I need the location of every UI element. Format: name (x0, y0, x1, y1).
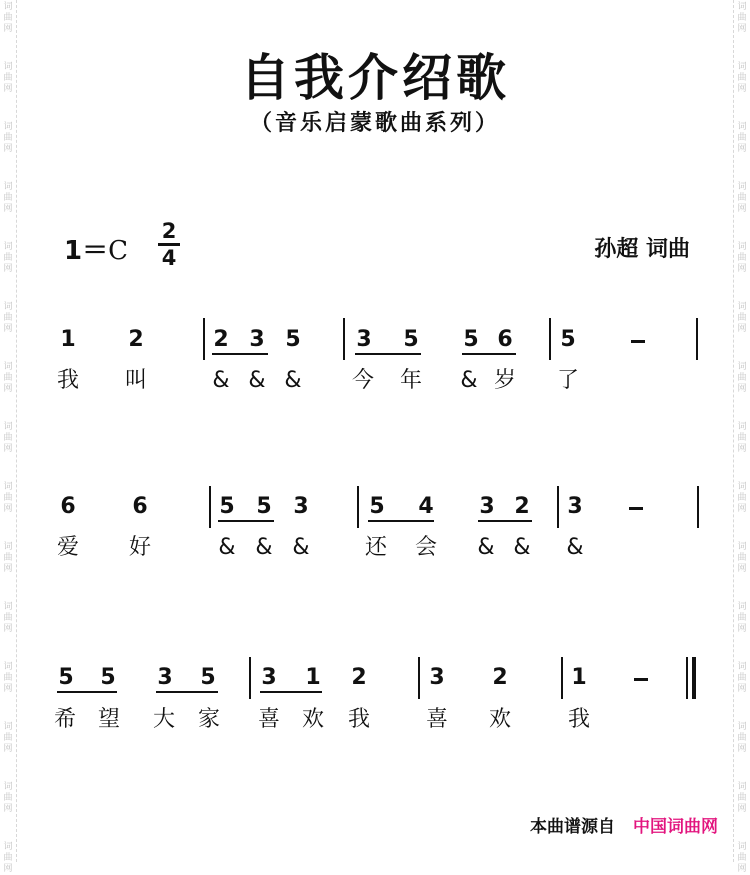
lyric: 了 (556, 368, 579, 393)
note: 3 (293, 494, 309, 519)
song-title: 自我介绍歌 (240, 49, 510, 107)
watermark-text: 词 曲 网 (737, 2, 747, 34)
lyric: & (212, 368, 230, 393)
note: 2 (514, 494, 530, 519)
lyric: 今 (351, 368, 374, 393)
watermark-text: 词 曲 网 (3, 2, 13, 34)
eighth-underline (218, 520, 274, 522)
lyric: & (284, 368, 302, 393)
lyric: 年 (399, 368, 422, 393)
note: 4 (418, 494, 434, 519)
watermark-text: 词 曲 网 (737, 62, 747, 94)
note: 5 (369, 494, 385, 519)
barline (697, 486, 699, 528)
site-name-link[interactable]: 中国词曲网 (633, 817, 718, 837)
note: 3 (249, 327, 265, 352)
lyric: & (566, 535, 584, 560)
lyric: 我 (347, 707, 370, 732)
lyric: 喜 (257, 707, 280, 732)
watermark-text: 词 曲 网 (737, 302, 747, 334)
watermark-text: 词 曲 网 (737, 662, 747, 694)
watermark-text: 词 曲 网 (3, 842, 13, 874)
watermark-text: 词 曲 网 (3, 242, 13, 274)
lyric: & (460, 368, 478, 393)
time-signature (158, 220, 180, 269)
lyric: 还 (364, 535, 387, 560)
note: 3 (479, 494, 495, 519)
barline (549, 318, 551, 360)
composer-credit: 孙超 词曲 (594, 237, 690, 262)
barline (561, 657, 563, 699)
lyric: & (218, 535, 236, 560)
note: 2 (492, 665, 508, 690)
watermark-text: 词 曲 网 (3, 782, 13, 814)
watermark-text: 词 曲 网 (3, 122, 13, 154)
watermark-text: 词 曲 网 (3, 362, 13, 394)
note: 5 (256, 494, 272, 519)
watermark-text: 词 曲 网 (3, 482, 13, 514)
time-signature-bottom: 4 (161, 246, 177, 270)
lyric: 欢 (301, 707, 324, 732)
watermark-text: 词 曲 网 (3, 662, 13, 694)
time-signature-top: 2 (161, 219, 177, 243)
lyric: & (248, 368, 266, 393)
lyric: & (255, 535, 273, 560)
key-letter: C (108, 236, 128, 266)
note: 3 (356, 327, 372, 352)
note: 5 (219, 494, 235, 519)
watermark-text: 词 曲 网 (737, 422, 747, 454)
hold-dash (629, 507, 643, 510)
lyric: 我 (56, 368, 79, 393)
note: 1 (305, 665, 321, 690)
eighth-underline (156, 691, 218, 693)
lyric: & (292, 535, 310, 560)
note: 2 (213, 327, 229, 352)
lyric: 叫 (124, 368, 147, 393)
hold-dash (634, 678, 648, 681)
eighth-underline (478, 520, 532, 522)
barline (209, 486, 211, 528)
note: 2 (351, 665, 367, 690)
watermark-text: 词 曲 网 (737, 602, 747, 634)
watermark-text: 词 曲 网 (3, 302, 13, 334)
watermark-text: 词 曲 网 (737, 242, 747, 274)
barline (357, 486, 359, 528)
watermark-text: 词 曲 网 (3, 602, 13, 634)
barline (343, 318, 345, 360)
watermark-text: 词 曲 网 (737, 542, 747, 574)
note: 5 (100, 665, 116, 690)
lyric: 爱 (56, 535, 79, 560)
eighth-underline (462, 353, 516, 355)
note: 5 (463, 327, 479, 352)
note: 6 (497, 327, 513, 352)
watermark-text: 词 曲 网 (737, 482, 747, 514)
watermark-text: 词 曲 网 (737, 842, 747, 874)
note: 5 (58, 665, 74, 690)
lyric: 望 (97, 707, 120, 732)
note: 3 (429, 665, 445, 690)
lyric: 喜 (425, 707, 448, 732)
watermark-text: 词 曲 网 (737, 182, 747, 214)
lyric: & (513, 535, 531, 560)
lyric: 家 (197, 707, 220, 732)
source-footer (530, 812, 718, 837)
eighth-underline (355, 353, 421, 355)
key-prefix: 1＝ (64, 236, 109, 266)
note: 5 (200, 665, 216, 690)
eighth-underline (368, 520, 434, 522)
note: 2 (128, 327, 144, 352)
song-subtitle: （音乐启蒙歌曲系列） (249, 111, 500, 136)
eighth-underline (212, 353, 268, 355)
lyric: 欢 (488, 707, 511, 732)
note: 1 (60, 327, 76, 352)
watermark-text: 词 曲 网 (737, 122, 747, 154)
watermark-text: 词 曲 网 (737, 782, 747, 814)
note: 3 (567, 494, 583, 519)
note: 3 (261, 665, 277, 690)
note: 5 (285, 327, 301, 352)
note: 6 (132, 494, 148, 519)
note: 6 (60, 494, 76, 519)
watermark-text: 词 曲 网 (3, 722, 13, 754)
barline (418, 657, 420, 699)
final-barline-thin (686, 657, 688, 699)
lyric: 岁 (493, 368, 516, 393)
watermark-text: 词 曲 网 (3, 422, 13, 454)
watermark-text: 词 曲 网 (737, 722, 747, 754)
lyric: 大 (152, 707, 175, 732)
watermark-text: 词 曲 网 (737, 362, 747, 394)
eighth-underline (57, 691, 117, 693)
lyric: 会 (414, 535, 437, 560)
eighth-underline (260, 691, 322, 693)
note: 1 (571, 665, 587, 690)
barline (203, 318, 205, 360)
barline (249, 657, 251, 699)
watermark-text: 词 曲 网 (3, 62, 13, 94)
barline (696, 318, 698, 360)
lyric: & (477, 535, 495, 560)
note: 5 (403, 327, 419, 352)
lyric: 好 (128, 535, 151, 560)
barline (557, 486, 559, 528)
watermark-text: 词 曲 网 (3, 182, 13, 214)
lyric: 我 (567, 707, 590, 732)
watermark-text: 词 曲 网 (3, 542, 13, 574)
lyric: 希 (53, 707, 76, 732)
key-signature (64, 230, 128, 267)
note: 3 (157, 665, 173, 690)
hold-dash (631, 340, 645, 343)
source-label: 本曲谱源自 (530, 817, 615, 837)
note: 5 (560, 327, 576, 352)
final-barline-thick (692, 657, 696, 699)
